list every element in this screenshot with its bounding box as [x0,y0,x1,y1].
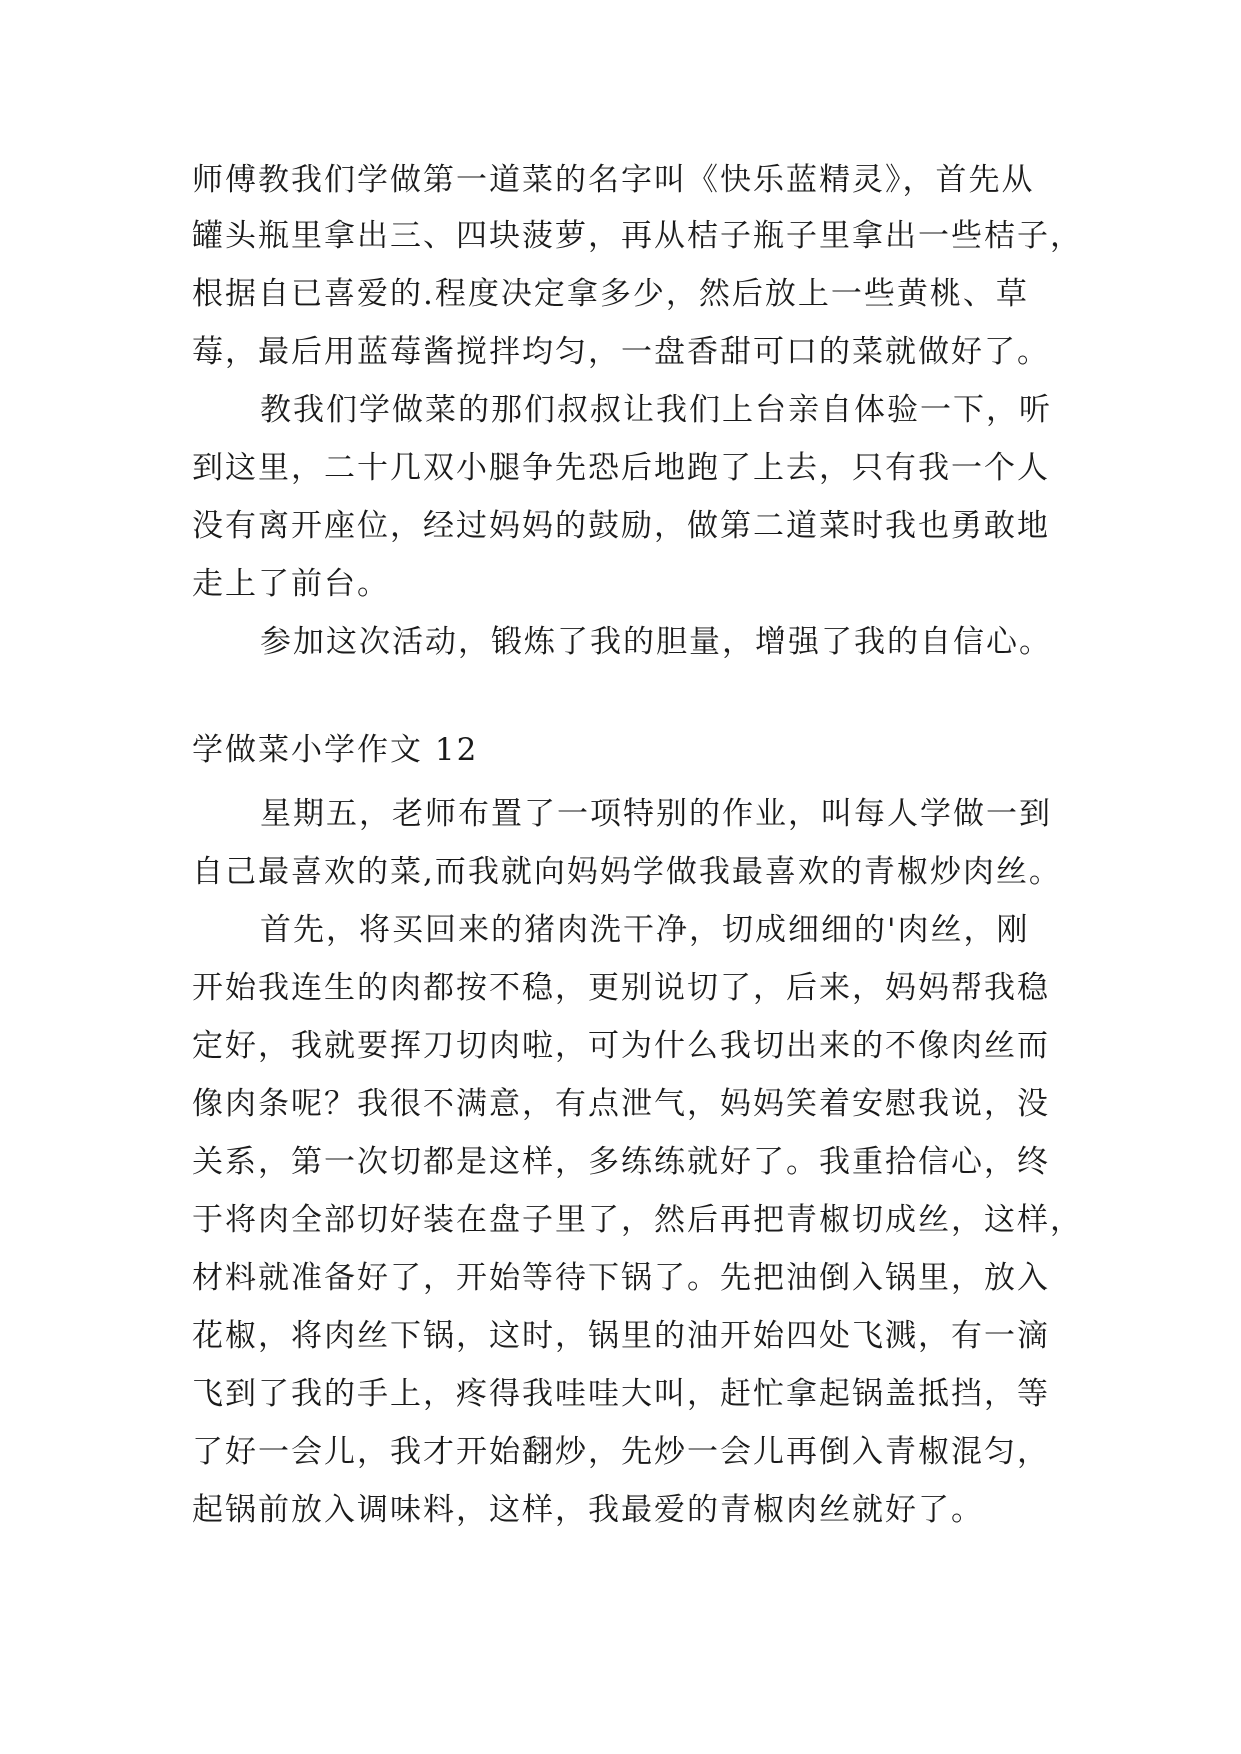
text-line: 根据自已喜爱的.程度决定拿多少，然后放上一些黄桃、草 [192,276,1029,312]
text-line: 花椒，将肉丝下锅，这时，锅里的油开始四处飞溅，有一滴 [192,1318,1050,1354]
text-line: 关系，第一次切都是这样，多练练就好了。我重拾信心，终 [192,1144,1050,1180]
text-line: 于将肉全部切好装在盘子里了，然后再把青椒切成丝，这样， [192,1202,1083,1238]
text-line: 起锅前放入调味料，这样，我最爱的青椒肉丝就好了。 [192,1492,984,1528]
text-line: 参加这次活动，锻炼了我的胆量，增强了我的自信心。 [260,624,1052,660]
text-line: 星期五，老师布置了一项特别的作业，叫每人学做一到 [260,796,1052,832]
text-line: 像肉条呢？我很不满意，有点泄气，妈妈笑着安慰我说，没 [192,1086,1050,1122]
text-line: 飞到了我的手上，疼得我哇哇大叫，赶忙拿起锅盖抵挡，等 [192,1376,1050,1412]
text-line: 莓，最后用蓝莓酱搅拌均匀，一盘香甜可口的菜就做好了。 [192,334,1050,370]
text-line: 开始我连生的肉都按不稳，更别说切了，后来，妈妈帮我稳 [192,970,1050,1006]
text-line: 自己最喜欢的菜,而我就向妈妈学做我最喜欢的青椒炒肉丝。 [192,854,1062,890]
text-line: 材料就准备好了，开始等待下锅了。先把油倒入锅里，放入 [192,1260,1050,1296]
text-line: 走上了前台。 [192,566,390,602]
text-line: 教我们学做菜的那们叔叔让我们上台亲自体验一下，听 [260,392,1052,428]
text-line: 没有离开座位，经过妈妈的鼓励，做第二道菜时我也勇敢地 [192,508,1050,544]
text-line: 罐头瓶里拿出三、四块菠萝，再从桔子瓶子里拿出一些桔子， [192,218,1083,254]
text-line: 了好一会儿，我才开始翻炒，先炒一会儿再倒入青椒混匀， [192,1434,1050,1470]
text-line: 师傅教我们学做第一道菜的名字叫《快乐蓝精灵》，首先从 [192,162,1035,198]
text-line: 到这里，二十几双小腿争先恐后地跑了上去，只有我一个人 [192,450,1050,486]
section-heading: 学做菜小学作文 12 [192,732,479,768]
text-line: 定好，我就要挥刀切肉啦，可为什么我切出来的不像肉丝而 [192,1028,1050,1064]
text-line: 首先，将买回来的猪肉洗干净，切成细细的'肉丝，刚 [260,912,1030,948]
